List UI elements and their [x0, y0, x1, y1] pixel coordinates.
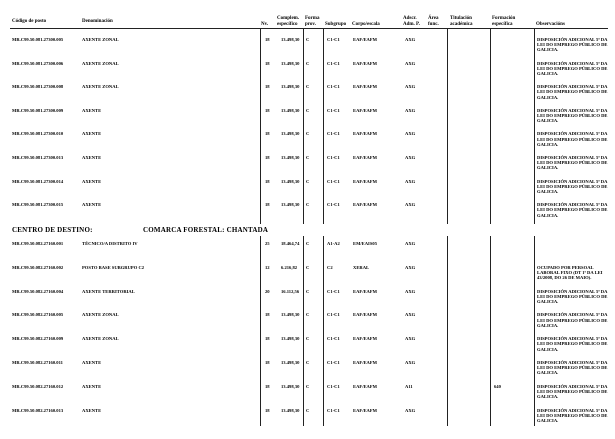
cell-nivel: 12	[265, 264, 270, 270]
cell-forma: C	[306, 336, 310, 342]
cell-name: AXENTE	[82, 202, 102, 208]
cell-adscr: AXG	[405, 155, 416, 160]
cell-forma: C	[306, 241, 310, 246]
cell-corpo: EAF/EAFM	[353, 107, 377, 113]
cell-code: MR.C99.50.082.27160.012	[12, 383, 64, 389]
cell-comp: 13.498,30	[281, 131, 300, 137]
cell-formacion: 640	[494, 383, 501, 389]
cell-obs: DISPOSICIÓN ADICIONAL 5ª DA LEI DO EMPREGO PÚBLICO DE GALICIA.	[537, 84, 608, 100]
cell-obs: DISPOSICIÓN ADICIONAL 5ª DA LEI DO EMPREGO PÚBLICO DE GALICIA.	[537, 407, 608, 423]
cell-comp: 13.498,30	[281, 107, 300, 113]
column-rule	[534, 236, 535, 426]
header-area-2: func.	[428, 22, 439, 27]
cell-subgrupo: C1-C1	[327, 37, 340, 42]
cell-name: AXENTE ZONAL	[82, 84, 119, 90]
cell-forma: C	[306, 84, 310, 90]
cell-nivel: 18	[265, 336, 270, 342]
cell-comp: 13.498,30	[281, 155, 300, 160]
cell-adscr: AXG	[405, 60, 416, 66]
cell-nivel: 18	[265, 107, 270, 113]
cell-name: AXENTE ZONAL	[82, 312, 119, 318]
cell-code: MR.C99.50.082.27160.011	[12, 360, 63, 365]
cell-code: MR.C99.50.081.27300.005	[12, 37, 64, 42]
cell-name: AXENTE	[82, 178, 102, 184]
header-adscr-2: Adm. P.	[403, 22, 420, 27]
cell-nivel: 20	[265, 288, 270, 294]
cell-adscr: AXG	[405, 264, 416, 270]
header-subgrupo: Subgrupo	[325, 22, 347, 27]
cell-obs: DISPOSICIÓN ADICIONAL 5ª DA LEI DO EMPREGO PÚBLICO DE GALICIA.	[537, 336, 608, 352]
cell-subgrupo: C1-C1	[327, 288, 340, 294]
cell-subgrupo: C1-C1	[327, 383, 340, 389]
header-complemento-2: específico	[277, 22, 298, 27]
cell-code: MR.C99.50.082.27160.005	[12, 312, 64, 318]
header-complemento-1: Complem.	[277, 16, 300, 21]
cell-subgrupo: C1-C1	[327, 155, 340, 160]
cell-code: MR.C99.50.082.27160.002	[12, 264, 64, 270]
cell-corpo: XERAL	[353, 264, 370, 270]
cell-subgrupo: C1-C1	[327, 131, 340, 137]
cell-subgrupo: C1-C1	[327, 336, 340, 342]
header-adscr-1: Adscr.	[403, 16, 417, 21]
cell-forma: C	[306, 407, 310, 413]
header-observacions: Observacións	[536, 22, 565, 27]
cell-code: MR.C99.50.082.27160.001	[12, 241, 64, 246]
cell-nivel: 18	[265, 178, 270, 184]
cell-obs: DISPOSICIÓN ADICIONAL 5ª DA LEI DO EMPREGO PÚBLICO DE GALICIA.	[537, 60, 608, 76]
cell-nivel: 18	[265, 383, 270, 389]
column-rule	[303, 236, 304, 426]
cell-obs: DISPOSICIÓN ADICIONAL 5ª DA LEI DO EMPREGO PÚBLICO DE GALICIA.	[537, 383, 608, 400]
cell-obs: DISPOSICIÓN ADICIONAL 5ª DA LEI DO EMPREGO PÚBLICO DE GALICIA.	[537, 360, 608, 376]
cell-code: MR.C99.50.081.27300.009	[12, 107, 64, 113]
column-rule	[534, 28, 535, 224]
cell-subgrupo: A1-A2	[327, 241, 340, 246]
cell-comp: 13.498,30	[281, 37, 300, 42]
cell-name: AXENTE ZONAL	[82, 60, 119, 66]
column-rule	[447, 236, 448, 426]
cell-forma: C	[306, 312, 310, 318]
cell-corpo: EAF/EAFM	[353, 60, 377, 66]
cell-code: MR.C99.50.082.27160.013	[12, 407, 64, 413]
cell-obs: DISPOSICIÓN ADICIONAL 5ª DA LEI DO EMPREGO PÚBLICO DE GALICIA.	[537, 37, 608, 53]
cell-corpo: EAF/EAFM	[353, 178, 377, 184]
column-rule	[490, 28, 491, 224]
cell-name: AXENTE ZONAL	[82, 336, 119, 342]
cell-nivel: 18	[265, 131, 270, 137]
cell-subgrupo: C2	[327, 264, 333, 270]
header-forma-2: prov.	[305, 22, 316, 27]
cell-adscr: AXG	[405, 312, 416, 318]
cell-nivel: 18	[265, 60, 270, 66]
cell-forma: C	[306, 264, 310, 270]
cell-corpo: EAF/EAFM	[353, 312, 377, 318]
cell-corpo: EAF/EAFM	[353, 383, 377, 389]
cell-name: AXENTE	[82, 360, 102, 365]
cell-adscr: AXG	[405, 336, 416, 342]
cell-subgrupo: C1-C1	[327, 107, 340, 113]
cell-comp: 13.498,30	[281, 202, 300, 208]
header-area-1: Área	[428, 16, 439, 21]
cell-corpo: EAF/EAFM	[353, 202, 377, 208]
cell-adscr: AXG	[405, 178, 416, 184]
cell-corpo: EM/EAIS05	[353, 241, 377, 246]
header-denominacion: Denominación	[82, 19, 113, 24]
cell-code: MR.C99.50.081.27300.015	[12, 202, 64, 208]
column-rule	[260, 236, 261, 426]
header-titulacion-1: Titulación	[450, 16, 472, 21]
cell-code: MR.C99.50.081.27300.014	[12, 178, 64, 184]
cell-code: MR.C99.50.081.27300.010	[12, 131, 64, 137]
cell-adscr: AXG	[405, 202, 416, 208]
cell-comp: 13.498,30	[281, 336, 300, 342]
cell-nivel: 25	[265, 241, 270, 246]
cell-corpo: EAF/EAFM	[353, 360, 377, 365]
cell-code: MR.C99.50.082.27160.004	[12, 288, 64, 294]
header-titulacion-2: académica	[450, 22, 473, 27]
cell-corpo: EAF/EAFM	[353, 37, 377, 42]
cell-subgrupo: C1-C1	[327, 84, 340, 90]
cell-adscr: AXG	[405, 107, 416, 113]
column-rule	[260, 28, 261, 224]
header-corpo: Corpo/escala	[352, 22, 380, 27]
column-rule	[323, 28, 324, 224]
cell-nivel: 18	[265, 202, 270, 208]
cell-corpo: EAF/EAFM	[353, 155, 377, 160]
cell-comp: 13.498,30	[281, 84, 300, 90]
column-rule	[490, 236, 491, 426]
cell-adscr: AXG	[405, 288, 416, 294]
cell-obs: DISPOSICIÓN ADICIONAL 5ª DA LEI DO EMPREGO PÚBLICO DE GALICIA.	[537, 155, 608, 171]
header-rule	[10, 28, 608, 29]
cell-adscr: AXG	[405, 241, 416, 246]
cell-name: AXENTE	[82, 107, 102, 113]
cell-comp: 6.216,82	[281, 264, 298, 270]
cell-comp: 13.498,30	[281, 360, 300, 365]
cell-forma: C	[306, 107, 310, 113]
cell-name: AXENTE	[82, 155, 102, 160]
cell-comp: 18.464,74	[281, 241, 300, 246]
cell-nivel: 18	[265, 37, 270, 42]
cell-nivel: 18	[265, 155, 270, 160]
cell-code: MR.C99.50.081.27300.006	[12, 60, 64, 66]
cell-subgrupo: C1-C1	[327, 312, 340, 318]
cell-comp: 13.498,30	[281, 312, 300, 318]
cell-adscr: AXG	[405, 84, 416, 90]
cell-forma: C	[306, 288, 310, 294]
cell-subgrupo: C1-C1	[327, 178, 340, 184]
cell-comp: 13.498,30	[281, 178, 300, 184]
cell-comp: 13.498,30	[281, 407, 300, 413]
cell-adscr: AXG	[405, 360, 416, 365]
cell-subgrupo: C1-C1	[327, 407, 340, 413]
column-rule	[303, 28, 304, 224]
cell-forma: C	[306, 155, 310, 160]
column-rule	[447, 28, 448, 224]
header-formacion-2: específica	[492, 22, 513, 27]
cell-subgrupo: C1-C1	[327, 202, 340, 208]
cell-comp: 16.112,56	[281, 288, 300, 294]
cell-forma: C	[306, 178, 310, 184]
cell-nivel: 18	[265, 84, 270, 90]
cell-nivel: 18	[265, 360, 270, 365]
cell-forma: C	[306, 202, 310, 208]
cell-adscr: A11	[405, 383, 413, 389]
cell-name: TÉCNICO/A DISTRITO IV	[82, 241, 138, 246]
cell-obs: OCUPADO POR PERSOAL LABORAL FIXO (DT 1ª DA LEI 43/2008, DO 26 DE MAIO).	[537, 264, 603, 281]
cell-subgrupo: C1-C1	[327, 60, 340, 66]
cell-forma: C	[306, 383, 310, 389]
section-name: COMARCA FORESTAL: CHANTADA	[143, 226, 269, 234]
cell-corpo: EAF/EAFM	[353, 336, 377, 342]
cell-code: MR.C99.50.081.27300.013	[12, 155, 64, 160]
cell-corpo: EAF/EAFM	[353, 131, 377, 137]
cell-name: AXENTE	[82, 407, 102, 413]
header-codigo: Código de posto	[12, 19, 47, 24]
cell-obs: DISPOSICIÓN ADICIONAL 5ª DA LEI DO EMPREGO PÚBLICO DE GALICIA.	[537, 288, 608, 304]
cell-adscr: AXG	[405, 37, 416, 42]
cell-obs: DISPOSICIÓN ADICIONAL 5ª DA LEI DO EMPREGO PÚBLICO DE GALICIA.	[537, 131, 608, 147]
cell-forma: C	[306, 131, 310, 137]
cell-comp: 13.498,30	[281, 60, 300, 66]
cell-name: POSTO BASE SUBGRUPO C2	[82, 264, 145, 270]
header-forma-1: Forma	[305, 16, 320, 21]
cell-forma: C	[306, 360, 310, 365]
column-rule	[323, 236, 324, 426]
header-nivel: Nv.	[261, 22, 269, 27]
cell-obs: DISPOSICIÓN ADICIONAL 5ª DA LEI DO EMPREGO PÚBLICO DE GALICIA.	[537, 107, 608, 124]
cell-forma: C	[306, 37, 310, 42]
cell-corpo: EAF/EAFM	[353, 84, 377, 90]
cell-forma: C	[306, 60, 310, 66]
cell-obs: DISPOSICIÓN ADICIONAL 5ª DA LEI DO EMPREGO PÚBLICO DE GALICIA.	[537, 202, 608, 218]
cell-obs: DISPOSICIÓN ADICIONAL 5ª DA LEI DO EMPREGO PÚBLICO DE GALICIA.	[537, 312, 608, 328]
cell-nivel: 18	[265, 312, 270, 318]
cell-corpo: EAF/EAFM	[353, 407, 377, 413]
cell-name: AXENTE TERRITORIAL	[82, 288, 135, 294]
cell-subgrupo: C1-C1	[327, 360, 340, 365]
cell-adscr: AXG	[405, 131, 416, 137]
cell-corpo: EAF/EAFM	[353, 288, 377, 294]
section-label: CENTRO DE DESTINO:	[12, 226, 93, 234]
cell-nivel: 18	[265, 407, 270, 413]
cell-name: AXENTE	[82, 383, 102, 389]
cell-comp: 13.498,30	[281, 383, 300, 389]
cell-adscr: AXG	[405, 407, 416, 413]
header-formacion-1: Formación	[492, 16, 516, 21]
cell-name: AXENTE	[82, 131, 102, 137]
cell-code: MR.C99.50.082.27160.009	[12, 336, 64, 342]
cell-obs: DISPOSICIÓN ADICIONAL 5ª DA LEI DO EMPREGO PÚBLICO DE GALICIA.	[537, 178, 608, 194]
cell-code: MR.C99.50.081.27300.008	[12, 84, 64, 90]
cell-name: AXENTE ZONAL	[82, 37, 119, 42]
